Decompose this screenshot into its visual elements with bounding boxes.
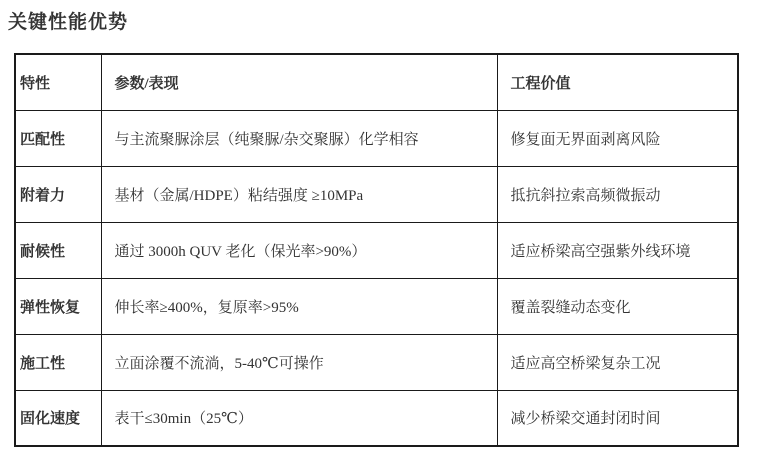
parameter-cell: 通过 3000h QUV 老化（保光率>90%） <box>101 222 497 278</box>
page-title: 关键性能优势 <box>8 12 129 33</box>
header-parameter: 参数/表现 <box>101 54 497 110</box>
value-cell: 适应桥梁高空强紫外线环境 <box>497 222 738 278</box>
table-row <box>15 222 738 278</box>
feature-cell: 固化速度 <box>15 390 101 446</box>
parameter-cell: 表干≤30min（25℃） <box>101 390 497 446</box>
parameter-cell: 立面涂覆不流淌，5-40℃可操作 <box>101 334 497 390</box>
table-row <box>15 334 738 390</box>
parameter-cell: 与主流聚脲涂层（纯聚脲/杂交聚脲）化学相容 <box>101 110 497 166</box>
table-row <box>15 390 738 446</box>
table-row <box>15 110 738 166</box>
feature-cell: 弹性恢复 <box>15 278 101 334</box>
feature-cell: 施工性 <box>15 334 101 390</box>
table-row <box>15 166 738 222</box>
parameter-cell: 伸长率≥400%，复原率>95% <box>101 278 497 334</box>
parameter-cell: 基材（金属/HDPE）粘结强度 ≥10MPa <box>101 166 497 222</box>
value-cell: 覆盖裂缝动态变化 <box>497 278 738 334</box>
value-cell: 修复面无界面剥离风险 <box>497 110 738 166</box>
value-cell: 抵抗斜拉索高频微振动 <box>497 166 738 222</box>
value-cell: 减少桥梁交通封闭时间 <box>497 390 738 446</box>
feature-cell: 附着力 <box>15 166 101 222</box>
feature-cell: 匹配性 <box>15 110 101 166</box>
table-row <box>15 278 738 334</box>
table-header-row <box>15 54 738 110</box>
header-feature: 特性 <box>15 54 101 110</box>
feature-cell: 耐候性 <box>15 222 101 278</box>
header-value: 工程价值 <box>497 54 738 110</box>
performance-table <box>14 53 739 447</box>
value-cell: 适应高空桥梁复杂工况 <box>497 334 738 390</box>
